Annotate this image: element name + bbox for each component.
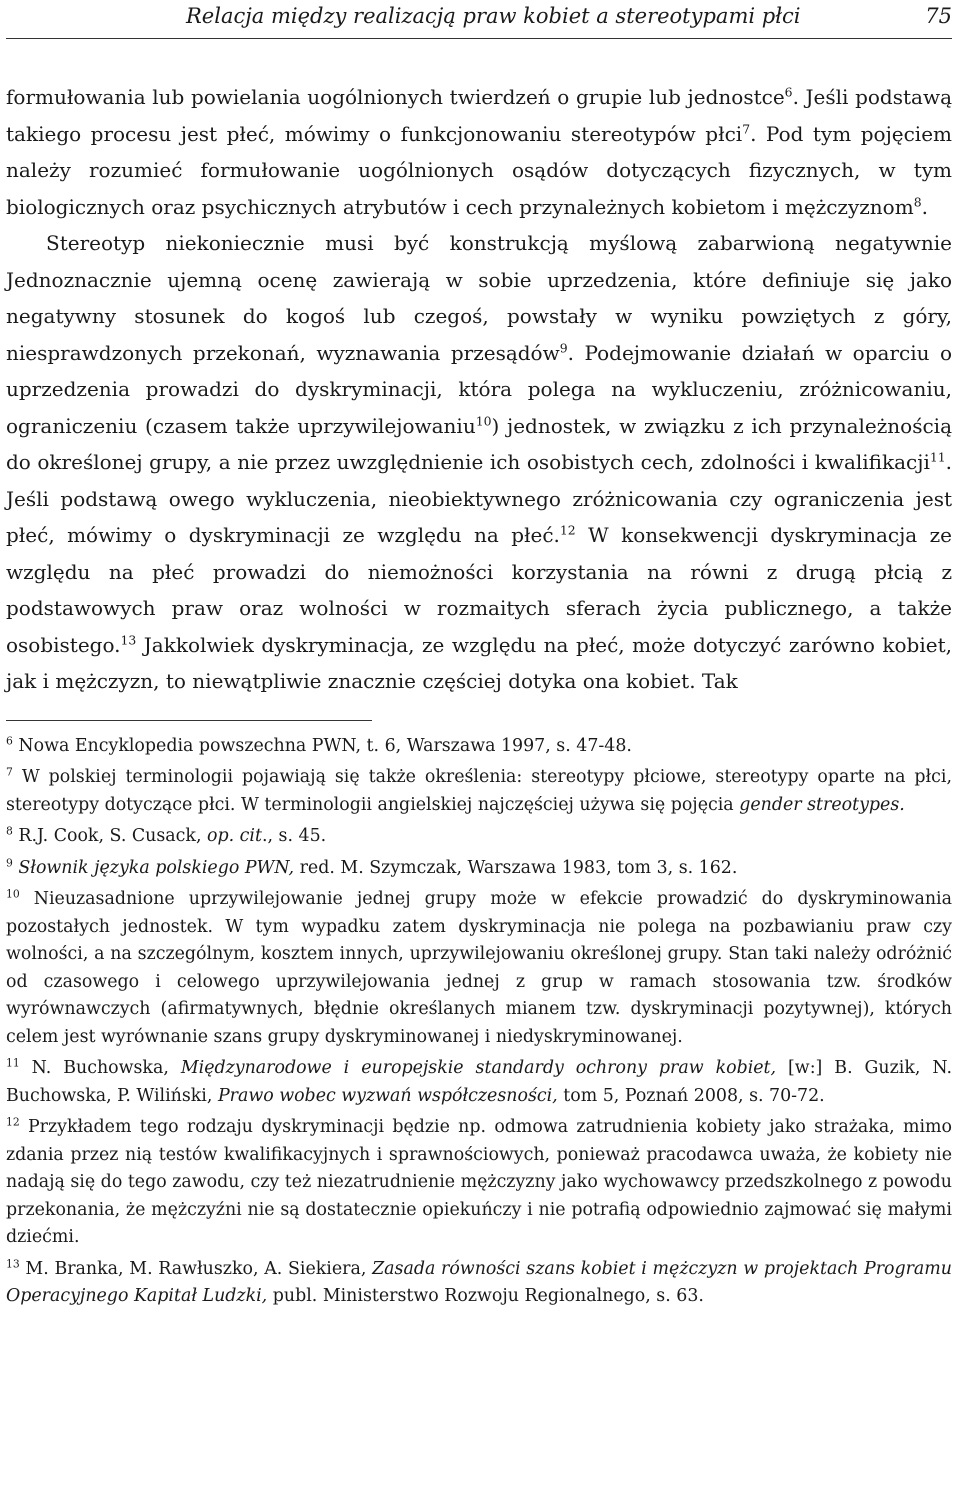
text-span: formułowania lub powielania uogólnionych twierdzeń o grupie lub jednostce [6,85,785,109]
footnote-number: 6 [6,734,13,748]
footnote-text: tom 5, Poznań 2008, s. 70-72. [557,1085,825,1106]
footnote-6 [6,733,952,761]
footnote-text: N. Buchowska, [31,1058,181,1078]
footnote-ref-7[interactable]: 7 [742,121,751,137]
running-header [6,0,952,34]
footnote-7 [6,764,952,819]
footnote-text: red. M. Szymczak, Warszawa 1983, tom 3, s. 162. [294,857,738,878]
paragraph-2 [6,225,952,700]
footnote-11 [6,1055,952,1110]
footnote-italic: Zasada równości szans kobiet i mężczyzn w projektach Programu Operacyjnego Kapitał Ludzki, [6,1258,952,1306]
text-span: W konsekwencji dyskryminacja ze względu na płeć prowadzi do niemożności korzystania na równi z drugą płcią z podstawowych praw oraz wolności w rozmaitych sferach życia publicznego, a także osobistego. [6,523,952,657]
footnote-number: 12 [6,1115,20,1129]
text-span: . [921,194,928,219]
footnotes [6,733,952,1311]
footnote-italic: gender streotypes. [739,794,905,815]
footnote-ref-11[interactable]: 11 [929,449,946,465]
footnote-13 [6,1256,952,1311]
text-span: ) jednostek, w związku z ich przynależnością do określonej grupy, a nie przez uwzględnienie ich osobistych cech, zdolności i kwalifikacji [6,413,952,474]
footnote-rule [6,720,372,721]
footnote-12 [6,1114,952,1252]
footnote-italic: Prawo wobec wyzwań współczesności, [217,1085,558,1106]
footnote-ref-9[interactable]: 9 [559,340,568,356]
footnote-number: 9 [6,856,13,870]
footnote-ref-13[interactable]: 13 [120,632,137,648]
footnote-ref-8[interactable]: 8 [913,194,922,210]
footnote-italic: op. cit [207,826,262,846]
header-rule [6,38,952,39]
footnote-italic: Międzynarodowe i europejskie standardy ochrony praw kobiet, [180,1058,777,1078]
footnote-text: [w:] B. Guzik, N. Buchowska, P. Wiliński, [6,1058,953,1106]
text-span: . Pod tym pojęciem należy rozumieć formułowanie uogólnionych osądów dotyczących fizycznych, w tym biologicznych oraz psychicznych atrybutów i cech przynależnych kobietom i mężczyznom [6,121,952,219]
footnote-number: 13 [6,1257,20,1271]
footnote-text: M. Branka, M. Rawłuszko, A. Siekiera, [25,1258,373,1279]
footnote-number: 8 [6,824,13,838]
footnote-text: Nieuzasadnione uprzywilejowanie jednej grupy może w efekcie prowadzić do dyskryminowania pozostałych jednostek. W tym wypadku zatem dyskryminacja nie polega na pozbawianiu praw czy wolności, a na szczególnym, kosztem innych, uprzywilejowaniu określonej grupy. Stan taki należy odróżnić od czasowego i celowego uprzywilejowania jednej z grup w ramach stosowania tzw. środków wyrównawczych (afirmatywnych, błędnie określanych mianem tzw. dyskryminacji pozytywnej), których celem jest wyrównanie szans grupy dyskryminowanej i niedyskryminowanej. [6,889,952,1047]
footnote-number: 11 [6,1056,20,1070]
footnote-ref-6[interactable]: 6 [784,84,793,100]
text-span: Stereotyp niekoniecznie musi być konstrukcją myślową zabarwioną negatywnie Jednoznacznie ujemną ocenę zawierają w sobie uprzedzenia, które definiuje się jako negatywny stosunek do kogoś lub czegoś, powstały w wyniku powziętych z góry, niesprawdzonych przekonań, wyznawania przesądów [6,231,952,365]
main-text [6,79,952,700]
footnote-8 [6,823,952,851]
footnote-text: W polskiej terminologii pojawiają się także określenia: stereotypy płciowe, stereotypy oparte na płci, stereotypy dotyczące płci. W terminologii angielskiej najczęściej używa się pojęcia [6,767,953,815]
text-span: . Podejmowanie działań w oparciu o uprzedzenia prowadzi do dyskryminacji, która polega na wykluczeniu, zróżnicowaniu, ograniczeniu (czasem także uprzywilejowaniu [6,340,953,438]
running-title: Relacja między realizacją praw kobiet a stereotypami płci [186,4,801,28]
footnote-text: R.J. Cook, S. Cusack, [18,826,208,846]
text-span: Jakkolwiek dyskryminacja, ze względu na płeć, może dotyczyć zarówno kobiet, jak i mężczyzn, to niewątpliwie znacznie częściej dotyka ona kobiet. Tak [6,632,952,693]
footnote-9 [6,855,952,883]
footnote-italic: Słownik języka polskiego PWN, [18,857,295,878]
footnote-text: ., s. 45. [261,826,327,846]
footnote-number: 10 [6,887,20,901]
footnote-number: 7 [6,765,13,779]
text-span: . Jeśli podstawą takiego procesu jest płeć, mówimy o funkcjonowaniu stereotypów płci [6,85,952,146]
footnote-text: Nowa Encyklopedia powszechna PWN, t. 6, Warszawa 1997, s. 47-48. [18,735,632,756]
footnote-text: publ. Ministerstwo Rozwoju Regionalnego, s. 63. [267,1286,704,1306]
paragraph-1 [6,79,952,225]
footnote-ref-12[interactable]: 12 [559,522,576,538]
page-number: 75 [925,4,952,28]
footnote-10 [6,886,952,1051]
text-span: . Jeśli podstawą owego wykluczenia, nieobiektywnego zróżnicowania czy ograniczenia jest płeć, mówimy o dyskryminacji ze względu na płeć. [6,450,952,547]
footnote-text: Przykładem tego rodzaju dyskryminacji będzie np. odmowa zatrudnienia kobiety jako strażaka, mimo zdania przez nią testów kwalifikacyjnych i sprawnościowych, ponieważ pracodawca uważa, że kobiety nie nadają się do tego zawodu, czy też niezatrudnienie mężczyzny jako wychowawcy przedszkolnego z powodu przekonania, że mężczyźni nie są dostatecznie opiekuńczy i nie potrafią odpowiednio zajmować się małymi dziećmi. [6,1117,953,1247]
footnote-ref-10[interactable]: 10 [475,413,492,429]
